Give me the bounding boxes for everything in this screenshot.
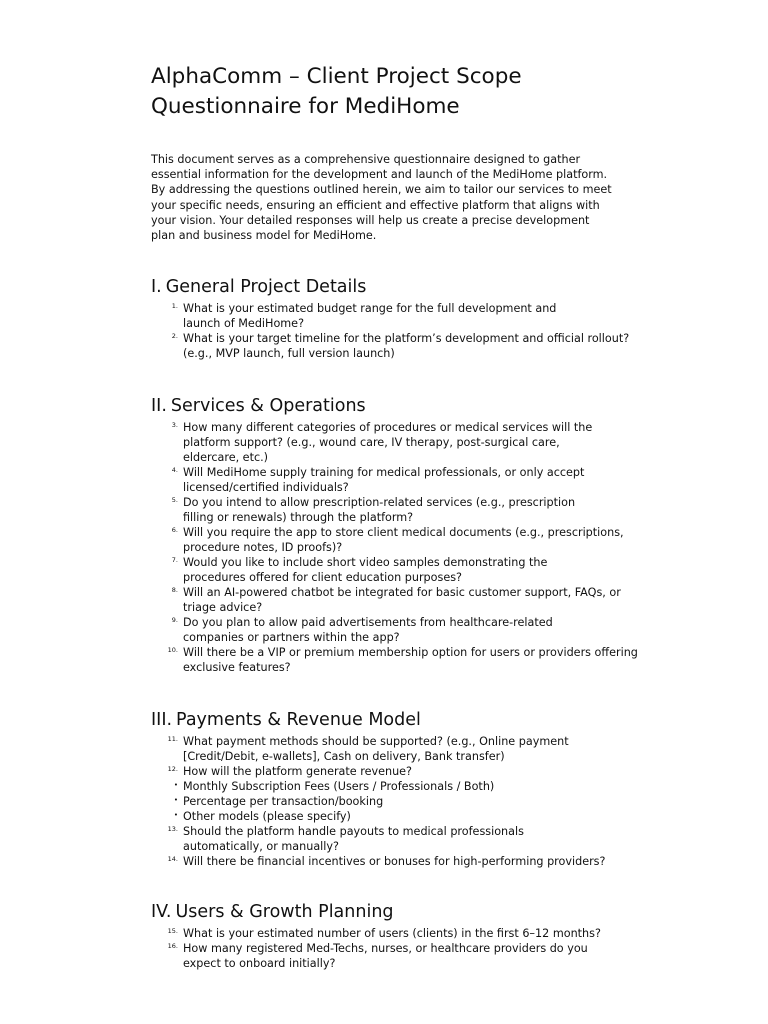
section bbox=[151, 275, 711, 361]
question-text-line: (e.g., MVP launch, full version launch) bbox=[183, 347, 395, 360]
question-number: 14. bbox=[167, 855, 178, 863]
question-number: 7. bbox=[171, 556, 178, 564]
section-title: General Project Details bbox=[165, 277, 367, 297]
question-text-line: procedures offered for client education purposes? bbox=[183, 571, 462, 584]
section-heading bbox=[151, 394, 711, 418]
bullet-item bbox=[151, 809, 711, 824]
bullet-marker: • bbox=[173, 781, 178, 789]
bullet-marker: • bbox=[173, 811, 178, 819]
intro-line: your vision. Your detailed responses will help us create a precise development bbox=[151, 213, 590, 227]
question-text-line: What is your estimated budget range for the full development and bbox=[183, 302, 557, 315]
question-item bbox=[151, 525, 711, 555]
question-number: 9. bbox=[171, 616, 178, 624]
section-title: Services & Operations bbox=[170, 396, 366, 416]
question-text-line: How many registered Med-Techs, nurses, or healthcare providers do you bbox=[183, 942, 588, 955]
question-text-line: Do you plan to allow paid advertisements from healthcare-related bbox=[183, 616, 553, 629]
section bbox=[151, 394, 711, 675]
question-text-line: filling or renewals) through the platform? bbox=[183, 511, 414, 524]
question-text-line: triage advice? bbox=[183, 601, 263, 614]
question-text-line: What is your estimated number of users (clients) in the first 6–12 months? bbox=[183, 927, 601, 940]
section-number: III. bbox=[151, 710, 173, 730]
question-text-line: What payment methods should be supported? (e.g., Online payment bbox=[183, 735, 569, 748]
question-text-line: Would you like to include short video samples demonstrating the bbox=[183, 556, 548, 569]
question-text-line: platform support? (e.g., wound care, IV therapy, post-surgical care, bbox=[183, 436, 560, 449]
question-text-line: Will an AI-powered chatbot be integrated for basic customer support, FAQs, or bbox=[183, 586, 621, 599]
question-text-line: procedure notes, ID proofs)? bbox=[183, 541, 343, 554]
question-item bbox=[151, 645, 711, 675]
question-number: 11. bbox=[167, 735, 178, 743]
question-item bbox=[151, 331, 711, 361]
question-item bbox=[151, 941, 711, 971]
question-number: 4. bbox=[171, 466, 178, 474]
question-number: 15. bbox=[167, 927, 178, 935]
bullet-item bbox=[151, 779, 711, 794]
bullet-marker: • bbox=[173, 796, 178, 804]
question-text-line: launch of MediHome? bbox=[183, 317, 305, 330]
question-number: 5. bbox=[171, 496, 178, 504]
section-title: Users & Growth Planning bbox=[175, 902, 394, 922]
question-item bbox=[151, 495, 711, 525]
question-text-line: Will there be financial incentives or bonuses for high-performing providers? bbox=[183, 855, 606, 868]
question-text-line: Do you intend to allow prescription-related services (e.g., prescription bbox=[183, 496, 576, 509]
section-number: II. bbox=[151, 396, 167, 416]
question-text-line: exclusive features? bbox=[183, 661, 291, 674]
question-item bbox=[151, 555, 711, 585]
question-number: 1. bbox=[171, 302, 178, 310]
question-text-line: Monthly Subscription Fees (Users / Professionals / Both) bbox=[183, 780, 495, 793]
question-text-line: Will MediHome supply training for medical professionals, or only accept bbox=[183, 466, 585, 479]
section-title: Payments & Revenue Model bbox=[176, 710, 421, 730]
question-item bbox=[151, 465, 711, 495]
question-text-line: Percentage per transaction/booking bbox=[183, 795, 384, 808]
section-heading bbox=[151, 708, 711, 732]
question-item bbox=[151, 764, 711, 779]
question-text-line: [Credit/Debit, e-wallets], Cash on delivery, Bank transfer) bbox=[183, 750, 505, 763]
question-item bbox=[151, 585, 711, 615]
question-text-line: automatically, or manually? bbox=[183, 840, 339, 853]
question-item bbox=[151, 824, 711, 854]
section-heading bbox=[151, 900, 711, 924]
section-number: I. bbox=[151, 277, 162, 297]
question-item bbox=[151, 615, 711, 645]
section bbox=[151, 900, 711, 971]
question-number: 13. bbox=[167, 825, 178, 833]
question-text-line: licensed/certified individuals? bbox=[183, 481, 349, 494]
question-item bbox=[151, 926, 711, 941]
document-title bbox=[151, 62, 711, 122]
intro-line: This document serves as a comprehensive questionnaire designed to gather bbox=[151, 153, 581, 166]
section-heading bbox=[151, 275, 711, 299]
intro-line: essential information for the development and launch of the MediHome platform. bbox=[151, 168, 608, 182]
section-number: IV. bbox=[151, 902, 172, 922]
question-item bbox=[151, 301, 711, 331]
question-text-line: Will there be a VIP or premium membership option for users or providers offering bbox=[183, 646, 638, 659]
question-number: 3. bbox=[171, 421, 178, 429]
question-item bbox=[151, 854, 711, 869]
question-text-line: Other models (please specify) bbox=[183, 810, 351, 823]
question-item bbox=[151, 420, 711, 465]
question-item bbox=[151, 734, 711, 764]
question-text-line: expect to onboard initially? bbox=[183, 957, 336, 970]
question-text-line: Will you require the app to store client medical documents (e.g., prescriptions, bbox=[183, 526, 624, 539]
question-text-line: How many different categories of procedures or medical services will the bbox=[183, 421, 593, 434]
question-text-line: How will the platform generate revenue? bbox=[183, 765, 412, 778]
question-number: 12. bbox=[167, 765, 178, 773]
question-text-line: What is your target timeline for the platform’s development and official rollout? bbox=[183, 332, 630, 345]
title-line: AlphaComm – Client Project Scope bbox=[151, 64, 522, 89]
question-text-line: Should the platform handle payouts to medical professionals bbox=[183, 825, 524, 838]
intro-paragraph bbox=[151, 152, 631, 243]
intro-line: plan and business model for MediHome. bbox=[151, 229, 377, 243]
section bbox=[151, 708, 711, 869]
question-number: 8. bbox=[171, 586, 178, 594]
question-text-line: companies or partners within the app? bbox=[183, 631, 400, 644]
title-line: Questionnaire for MediHome bbox=[151, 94, 460, 119]
bullet-item bbox=[151, 794, 711, 809]
question-number: 16. bbox=[167, 942, 178, 950]
intro-line: your specific needs, ensuring an efficient and effective platform that aligns with bbox=[151, 198, 600, 212]
intro-line: By addressing the questions outlined herein, we aim to tailor our services to meet bbox=[151, 183, 612, 197]
question-number: 10. bbox=[167, 646, 178, 654]
question-number: 2. bbox=[171, 332, 178, 340]
question-number: 6. bbox=[171, 526, 178, 534]
question-text-line: eldercare, etc.) bbox=[183, 451, 269, 464]
